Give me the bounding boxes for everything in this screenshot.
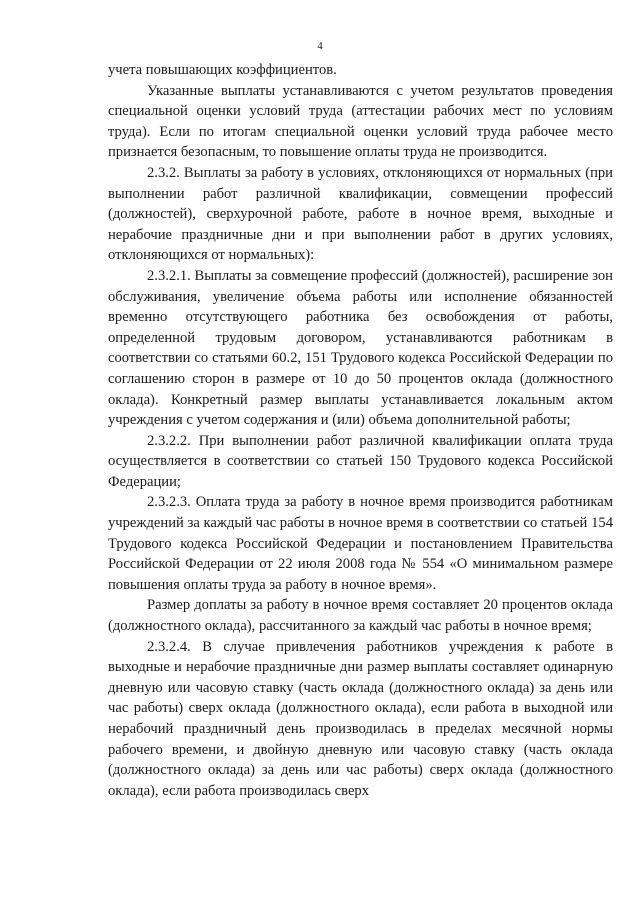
paragraph-special-assessment: Указанные выплаты устанавливаются с учетом результатов проведения специальной оценки условий труда (аттестации рабочих мест по условиям труда). Если по итогам специальной оценки условий труда рабочее место признается безопасным, то повышение оплаты труда не производится. [108, 82, 613, 161]
paragraph-2-3-2-3: 2.3.2.3. Оплата труда за работу в ночное время производится работникам учреждений за каждый час работы в ночное время в соответствии со статьей 154 Трудового кодекса Российской Федерации и постановлением Правительства Российской Федерации от 22 июля 2008 года № 554 «О минимальном размере повышения оплаты труда за работу в ночное время». [108, 494, 613, 593]
document-body [108, 60, 613, 801]
paragraph-2-3-2: 2.3.2. Выплаты за работу в условиях, отклоняющихся от нормальных (при выполнении работ различной квалификации, совмещении профессий (должностей), сверхурочной работе, работе в ночное время, выходные и нерабочие праздничные дни и при выполнении работ в других условиях, отклоняющихся от нормальных): [108, 164, 613, 264]
paragraph-2-3-2-1: 2.3.2.1. Выплаты за совмещение профессий (должностей), расширение зон обслуживания, увеличение объема работы или исполнение обязанностей временно отсутствующего работника без освобождения от работы, определенной трудовым договором, устанавливаются работникам в соответствии со статьями 60.2, 151 Трудового кодекса Российской Федерации по соглашению сторон в размере от 10 до 50 процентов оклада (должностного оклада). Конкретный размер выплаты устанавливается локальным актом учреждения с учетом содержания и (или) объема дополнительной работы; [108, 267, 613, 429]
paragraph-continuation: учета повышающих коэффициентов. [108, 62, 337, 78]
paragraph-night-surcharge: Размер доплаты за работу в ночное время составляет 20 процентов оклада (должностного оклада), рассчитанного за каждый час работы в ночное время; [108, 597, 613, 635]
page-number: 4 [317, 40, 323, 52]
paragraph-2-3-2-2: 2.3.2.2. При выполнении работ различной квалификации оплата труда осуществляется в соответствии со статьей 150 Трудового кодекса Российской Федерации; [108, 432, 613, 490]
paragraph-2-3-2-4: 2.3.2.4. В случае привлечения работников учреждения к работе в выходные и нерабочие праздничные дни размер выплаты составляет одинарную дневную или часовую ставку (часть оклада (должностного оклада) за день или час работы) сверх оклада (должностного оклада), если работа в выходной или нерабочий праздничный день производилась в пределах месячной нормы рабочего времени, и двойную дневную или часовую ставку (часть оклада (должностного оклада) за день или час работы) сверх оклада (должностного оклада), если работа производилась сверх [108, 638, 613, 799]
